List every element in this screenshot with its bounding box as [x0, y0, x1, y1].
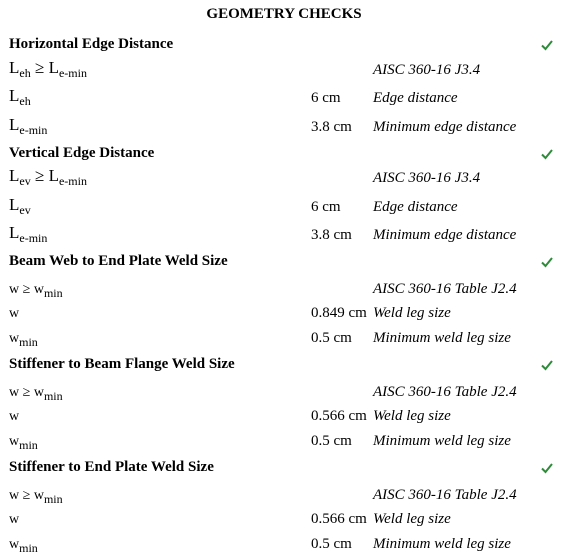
section-heading-beam-web-weld: Beam Web to End Plate Weld Size: [9, 253, 228, 269]
description: Minimum edge distance: [373, 227, 517, 243]
value: 3.8 cm: [311, 227, 352, 243]
check-icon: [540, 461, 554, 475]
description: Weld leg size: [373, 305, 451, 321]
symbol: $w_{min}$: [9, 537, 38, 555]
value: 0.566 cm: [311, 408, 367, 424]
code-reference: AISC 360-16 J3.4: [373, 62, 481, 78]
formula: $L_{ev} \ge L_{e-min}$: [9, 166, 87, 188]
symbol: w: [9, 512, 20, 527]
value: 0.5 cm: [311, 433, 352, 449]
section-heading-stiffener-endplate-weld: Stiffener to End Plate Weld Size: [9, 459, 214, 475]
table-row: [0, 223, 568, 249]
formula: $L_{eh} \ge L_{e-min}$: [9, 58, 87, 80]
table-row: [0, 58, 568, 84]
formula: $w \ge w_{min}$: [9, 385, 63, 403]
check-icon: [540, 255, 554, 269]
table-row: [0, 507, 568, 533]
table-row: [0, 301, 568, 327]
formula: $w \ge w_{min}$: [9, 282, 63, 300]
value: 0.566 cm: [311, 511, 367, 527]
value: 0.849 cm: [311, 305, 367, 321]
symbol: $w_{min}$: [9, 434, 38, 452]
section-heading-vertical-edge: Vertical Edge Distance: [9, 145, 155, 161]
table-row: [0, 195, 568, 221]
symbol: $L_{ev}$: [9, 195, 31, 217]
description: Minimum weld leg size: [373, 536, 511, 552]
check-icon: [540, 358, 554, 372]
value: 0.5 cm: [311, 536, 352, 552]
symbol: w: [9, 409, 20, 424]
description: Minimum weld leg size: [373, 433, 511, 449]
table-row: [0, 532, 568, 558]
code-reference: AISC 360-16 Table J2.4: [373, 384, 517, 400]
code-reference: AISC 360-16 J3.4: [373, 170, 481, 186]
table-row: [0, 483, 568, 509]
value: 0.5 cm: [311, 330, 352, 346]
description: Weld leg size: [373, 408, 451, 424]
check-icon: [540, 147, 554, 161]
value: 6 cm: [311, 90, 341, 106]
section-heading-stiffener-flange-weld: Stiffener to Beam Flange Weld Size: [9, 356, 235, 372]
table-row: [0, 166, 568, 192]
description: Edge distance: [373, 90, 458, 106]
table-row: [0, 277, 568, 303]
symbol: $L_{eh}$: [9, 86, 31, 108]
description: Weld leg size: [373, 511, 451, 527]
code-reference: AISC 360-16 Table J2.4: [373, 487, 517, 503]
symbol: w: [9, 306, 20, 321]
symbol: $L_{e-min}$: [9, 115, 48, 137]
table-row: [0, 115, 568, 141]
value: 6 cm: [311, 199, 341, 215]
description: Minimum weld leg size: [373, 330, 511, 346]
formula: $w \ge w_{min}$: [9, 488, 63, 506]
table-row: [0, 86, 568, 112]
table-row: [0, 404, 568, 430]
description: Edge distance: [373, 199, 458, 215]
symbol: $L_{e-min}$: [9, 223, 48, 245]
table-row: [0, 429, 568, 455]
description: Minimum edge distance: [373, 119, 517, 135]
symbol: $w_{min}$: [9, 331, 38, 349]
value: 3.8 cm: [311, 119, 352, 135]
code-reference: AISC 360-16 Table J2.4: [373, 281, 517, 297]
table-row: [0, 326, 568, 352]
section-heading-horizontal-edge: Horizontal Edge Distance: [9, 36, 174, 52]
check-icon: [540, 38, 554, 52]
page-title: GEOMETRY CHECKS: [206, 6, 362, 22]
table-row: [0, 380, 568, 406]
